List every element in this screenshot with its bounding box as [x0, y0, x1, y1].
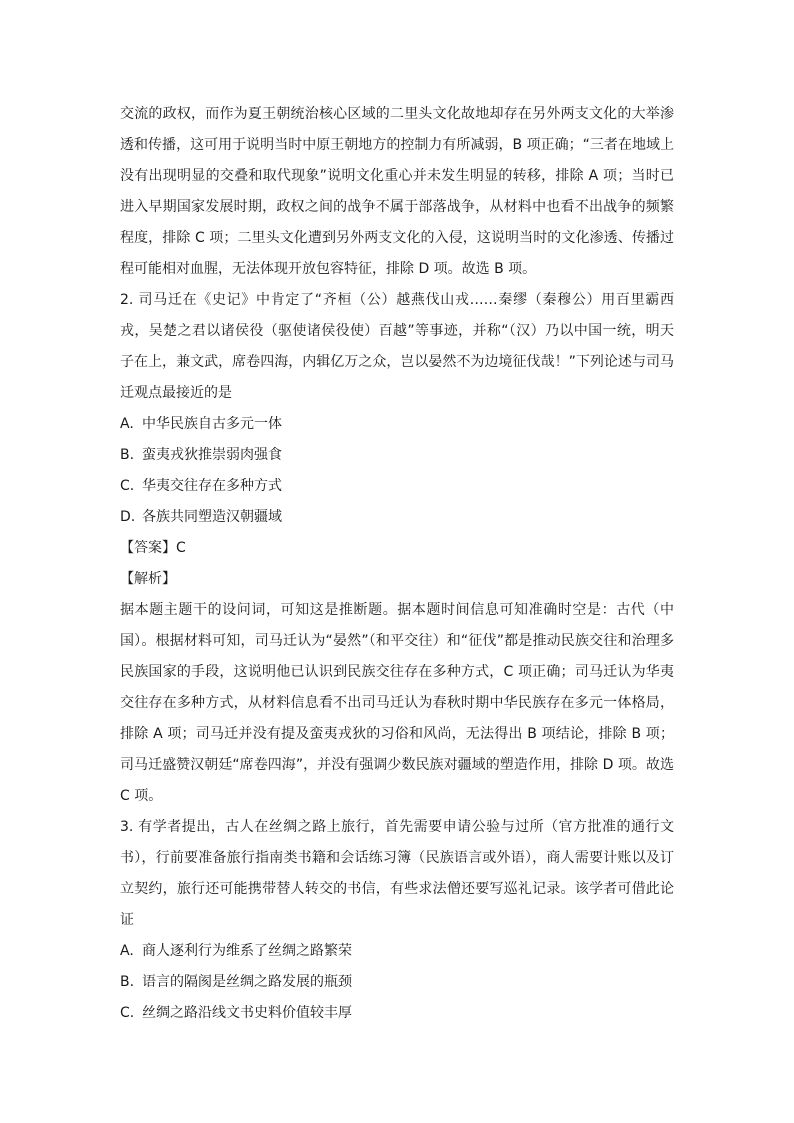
- question-stem-line: 证: [120, 912, 134, 928]
- option-a: [120, 936, 674, 967]
- option-a: [120, 409, 674, 440]
- analysis-line: C 项。: [120, 788, 163, 804]
- paragraph-line: 没有出现明显的交叠和取代现象”说明文化重心并未发生明显的转移，排除 A 项；当时已: [120, 168, 674, 184]
- option-text: 中华民族自古多元一体: [142, 416, 282, 432]
- analysis-line: 交往存在多种方式，从材料信息看不出司马迁认为春秋时期中华民族存在多元一体格局，: [120, 695, 674, 711]
- option-key: B.: [120, 974, 135, 990]
- question-stem-line: 子在上，兼文武，席卷四海，内辑亿万之众，岂以晏然不为边境征伐哉！”下列论述与司马: [120, 354, 674, 370]
- paragraph-line: 透和传播，这可用于说明当时中原王朝地方的控制力有所减弱，B 项正确；“三者在地域上: [120, 137, 674, 153]
- option-key: B.: [120, 447, 135, 463]
- analysis-line: 排除 A 项；司马迁并没有提及蛮夷戎狄的习俗和风尚，无法得出 B 项结论，排除 B 项；: [120, 726, 674, 742]
- option-text: 华夷交往存在多种方式: [142, 478, 282, 494]
- option-text: 丝绸之路沿线文书史料价值较丰厚: [142, 1005, 352, 1021]
- option-key: C.: [120, 1005, 135, 1021]
- paragraph-line: 程度，排除 C 项；二里头文化遭到另外两支文化的入侵，这说明当时的文化渗透、传播过: [120, 230, 674, 246]
- option-key: D.: [120, 509, 136, 525]
- option-c: [120, 471, 674, 502]
- question-stem-line: 2. 司马迁在《史记》中肯定了“齐桓（公）越燕伐山戎……秦缪（秦穆公）用百里霸西: [120, 292, 674, 308]
- analysis-line: 据本题主题干的设问词，可知这是推断题。据本题时间信息可知准确时空是：古代（中: [120, 602, 674, 618]
- option-key: A.: [120, 943, 134, 959]
- option-key: C.: [120, 478, 135, 494]
- answer-label: 【答案】C: [120, 540, 186, 556]
- paragraph-line: 交流的政权，而作为夏王朝统治核心区域的二里头文化故地却存在另外两支文化的大举渗: [120, 106, 674, 122]
- option-text: 各族共同塑造汉朝疆域: [142, 509, 282, 525]
- paragraph-line: 程可能相对血腥，无法体现开放包容特征，排除 D 项。故选 B 项。: [120, 261, 537, 277]
- option-text: 语言的隔阂是丝绸之路发展的瓶颈: [142, 974, 352, 990]
- option-b: [120, 440, 674, 471]
- option-b: [120, 967, 674, 998]
- question-stem-line: 3. 有学者提出，古人在丝绸之路上旅行，首先需要申请公验与过所（官方批准的通行文: [120, 819, 674, 835]
- option-text: 蛮夷戎狄推崇弱肉强食: [142, 447, 282, 463]
- option-d: [120, 502, 674, 533]
- question-stem-line: 立契约，旅行还可能携带替人转交的书信，有些求法僧还要写巡礼记录。该学者可借此论: [120, 881, 674, 897]
- paragraph-line: 进入早期国家发展时期，政权之间的战争不属于部落战争，从材料中也看不出战争的频繁: [120, 199, 674, 215]
- analysis-line: 司马迁盛赞汉朝廷“席卷四海”，并没有强调少数民族对疆域的塑造作用，排除 D 项。故选: [120, 757, 674, 773]
- question-stem-line: 戎，吴楚之君以诸侯役（驱使诸侯役使）百越”等事迹，并称“（汉）乃以中国一统，明天: [120, 323, 674, 339]
- analysis-line: 国）。根据材料可知，司马迁认为“晏然”（和平交往）和“征伐”都是推动民族交往和治理多: [120, 633, 674, 649]
- option-text: 商人逐利行为维系了丝绸之路繁荣: [142, 943, 352, 959]
- analysis-label: 【解析】: [120, 571, 176, 587]
- document-page: [120, 99, 674, 1029]
- question-stem-line: 迁观点最接近的是: [120, 385, 232, 401]
- option-key: A.: [120, 416, 134, 432]
- option-c: [120, 998, 674, 1029]
- question-stem-line: 书），行前要准备旅行指南类书籍和会话练习簿（民族语言或外语），商人需要计账以及订: [120, 850, 674, 866]
- analysis-line: 民族国家的手段，这说明他已认识到民族交往存在多种方式，C 项正确；司马迁认为华夷: [120, 664, 674, 680]
